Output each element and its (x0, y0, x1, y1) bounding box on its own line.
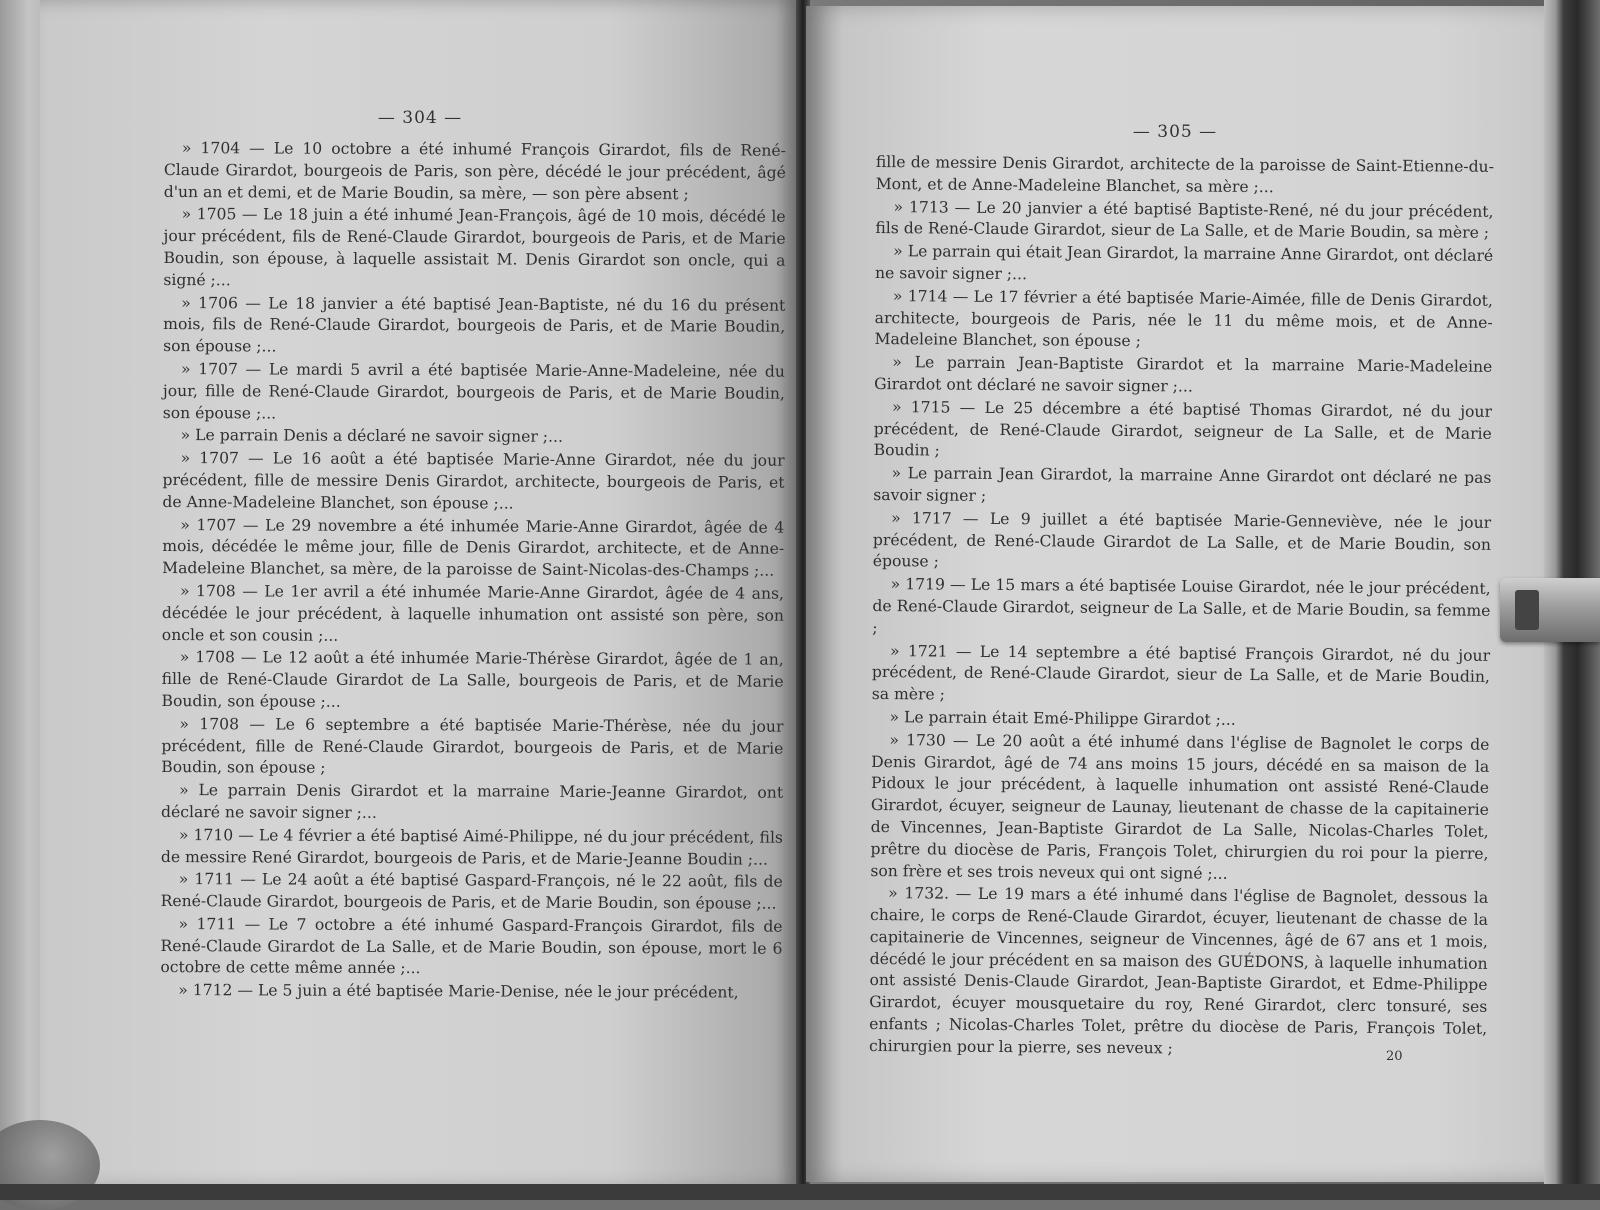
page-clip-slot (1515, 590, 1539, 630)
entry-paragraph: » 1714 — Le 17 février a été baptisée Marie-Aimée, fille de Denis Girardot, architecte, bourgeois de Paris, née le 11 du même mois, et de Anne-Madeleine Blanchet, son épouse ; (874, 286, 1493, 351)
entry-paragraph: » 1706 — Le 18 janvier a été baptisé Jean-Baptiste, né du 16 du présent mois, fils de René-Claude Girardot, bourgeois de Paris, et de Marie Boudin, son épouse ;... (163, 293, 786, 356)
right-page-number: — 305 — (1132, 122, 1218, 142)
entry-paragraph: » 1710 — Le 4 février a été baptisé Aimé-Philippe, né du jour précédent, fils de messire René Girardot, bourgeois de Paris, et de Marie-Jeanne Boudin ;... (160, 825, 783, 869)
left-page-number: — 304 — (377, 108, 463, 128)
entry-paragraph: » 1732. — Le 19 mars a été inhumé dans l'église de Bagnolet, dessous la chaire, le corps de René-Claude Girardot, écuyer, lieutenant de chasse de la capitainerie de Vincennes, seigneur de Vincennes, âgé de 67 ans et 1 mois, décédé le jour précédent en sa maison des GUÉDONS, à laquelle inhumation ont assisté Denis-Claude Girardot, Jean-Baptiste Girardot, et Edme-Philippe Girardot, écuyer mousquetaire du roy, René Girardot, clerc tonsuré, ses enfants ; Nicolas-Charles Tolet, prêtre du diocèse de Paris, François Tolet, chirurgien pour la pierre, ses neveux ; (868, 884, 1489, 1058)
entry-paragraph: » 1713 — Le 20 janvier a été baptisé Baptiste-René, né du jour précédent, fils de René-Claude Girardot, sieur de La Salle, et de Marie Boudin, sa mère ; (875, 197, 1494, 243)
left-page (40, 0, 800, 1188)
entry-paragraph: » 1730 — Le 20 août a été inhumé dans l'église de Bagnolet le corps de Denis Girardot, âgé de 74 ans moins 15 jours, décédé en sa maison de la Pidoux le jour précédent, à laquelle inhumation ont assisté René-Claude Girardot, écuyer, seigneur de Launay, lieutenant de chasse de la capitainerie de Vincennes, Jean-Baptiste Girardot de La Salle, Nicolas-Charles Tolet, prêtre du diocèse de Paris, François Tolet, chirurgien du roi pour la pierre, son frère et ses trois neveux qui ont signé ;... (870, 730, 1490, 883)
entry-paragraph: » Le parrain Denis a déclaré ne savoir signer ;... (180, 426, 564, 447)
entry-paragraph: » 1717 — Le 9 juillet a été baptisée Marie-Gennevièvе, née le jour précédent, de René-Claude Girardot de La Salle, et de Marie Boudin, son épouse ; (872, 508, 1492, 571)
entry-paragraph: » 1721 — Le 14 septembre a été baptisé François Girardot, né du jour précédent, de René-Claude Girardot, sieur de La Salle, et de Marie Boudin, sa mère ; (871, 641, 1491, 704)
entry-paragraph: » 1711 — Le 24 août a été baptisé Gaspard-François, né le 22 août, fils de René-Claude Girardot, bourgeois de Paris, et de Marie Boudin, son épouse ;... (160, 870, 783, 913)
entry-paragraph: » Le parrain Jean-Baptiste Girardot et la marraine Marie-Madeleine Girardot ont déclaré ne savoir signer ;... (874, 353, 1493, 396)
entry-paragraph: » 1708 — Le 12 août a été inhumée Marie-Thérèse Girardot, âgée de 1 an, fille de René-Claude Girardot de La Salle, bourgeois de Paris, et de Marie Boudin, son épouse ;... (161, 648, 784, 711)
left-page-text (160, 138, 786, 1006)
entry-paragraph: » 1707 — Le 16 août a été baptisée Marie-Anne Girardot, née du jour précédent, fille de messire Denis Girardot, architecte, bourgeois de Paris, et de Anne-Madeleine Blanchet, son épouse ;... (162, 449, 785, 513)
entry-paragraph: » 1705 — Le 18 juin a été inhumé Jean-François, âgé de 10 mois, décédé le jour précédent, fils de René-Claude Girardot, bourgeois de Paris, et de Marie Boudin, son épouse, à laquelle assistait M. Denis Girardot son oncle, qui a signé ;... (163, 205, 786, 290)
right-page (806, 6, 1544, 1182)
entry-paragraph: » 1708 — Le 6 septembre a été baptisée Marie-Thérèse, née du jour précédent, fille de René-Claude Girardot, bourgeois de Paris, et de Marie Boudin, son épouse ; (161, 714, 784, 778)
entry-paragraph: » Le parrain Jean Girardot, la marraine Anne Girardot ont déclaré ne pas savoir signer ; (873, 464, 1492, 505)
entry-paragraph: » Le parrain Denis Girardot et la marraine Marie-Jeanne Girardot, ont déclaré ne savoir signer ;... (161, 781, 784, 822)
entry-paragraph: » 1707 — Le mardi 5 avril a été baptisée Marie-Anne-Madeleine, née du jour, fille de René-Claude Girardot, bourgeois de Paris, et de Marie Boudin, son épouse ;... (162, 360, 786, 423)
entry-paragraph: » 1712 — Le 5 juin a été baptisée Marie-Denise, née le jour précédent, (178, 981, 739, 1002)
entry-paragraph: » Le parrain qui était Jean Girardot, la marraine Anne Girardot, ont déclaré ne savoir signer ;... (874, 242, 1494, 284)
entry-paragraph: » 1715 — Le 25 décembre a été baptisé Thomas Girardot, né du jour précédent, de René-Claude Girardot, seigneur de La Salle, et de Marie Boudin ; (873, 397, 1493, 460)
entry-paragraph: » 1708 — Le 1er avril a été inhumée Marie-Anne Girardot, âgée de 4 ans, décédée le jour précédent, à laquelle inhumation ont assisté son père, son oncle et son cousin ;... (161, 582, 785, 645)
entry-paragraph: » Le parrain était Emé-Philippe Girardot ;... (889, 708, 1236, 729)
entry-paragraph: » 1719 — Le 15 mars a été baptisée Louise Girardot, née le jour précédent, de René-Claude Girardot, seigneur de La Salle, et de Marie Boudin, sa femme ; (872, 575, 1491, 637)
entry-paragraph: » 1707 — Le 29 novembre a été inhumée Marie-Anne Girardot, âgée de 4 mois, décédée le même jour, fille de Denis Girardot, architecte, et de Anne-Madeleine Blanchet, sa mère, de la paroisse de Saint-Nicolas-des-Champs ;... (162, 515, 785, 580)
signature-mark: 20 (1386, 1049, 1403, 1064)
entry-paragraph: fille de messire Denis Girardot, architecte de la paroisse de Saint-Etienne-du-Mont, et de Anne-Madeleine Blanchet, sa mère ;... (875, 152, 1494, 196)
entry-paragraph: » 1711 — Le 7 octobre a été inhumé Gaspard-François Girardot, fils de René-Claude Girardot de La Salle, et de Marie Boudin, son épouse, mort le 6 octobre de cette même année ;... (160, 914, 783, 978)
bottom-shadow (0, 1184, 1600, 1200)
right-page-text (869, 152, 1494, 1063)
entry-paragraph: » 1704 — Le 10 octobre a été inhumé François Girardot, fils de René-Claude Girardot, bourgeois de Paris, son père, décédé le jour précédent, âgé d'un an et demi, et de Marie Boudin, sa mère, — son père absent ; (163, 139, 786, 203)
